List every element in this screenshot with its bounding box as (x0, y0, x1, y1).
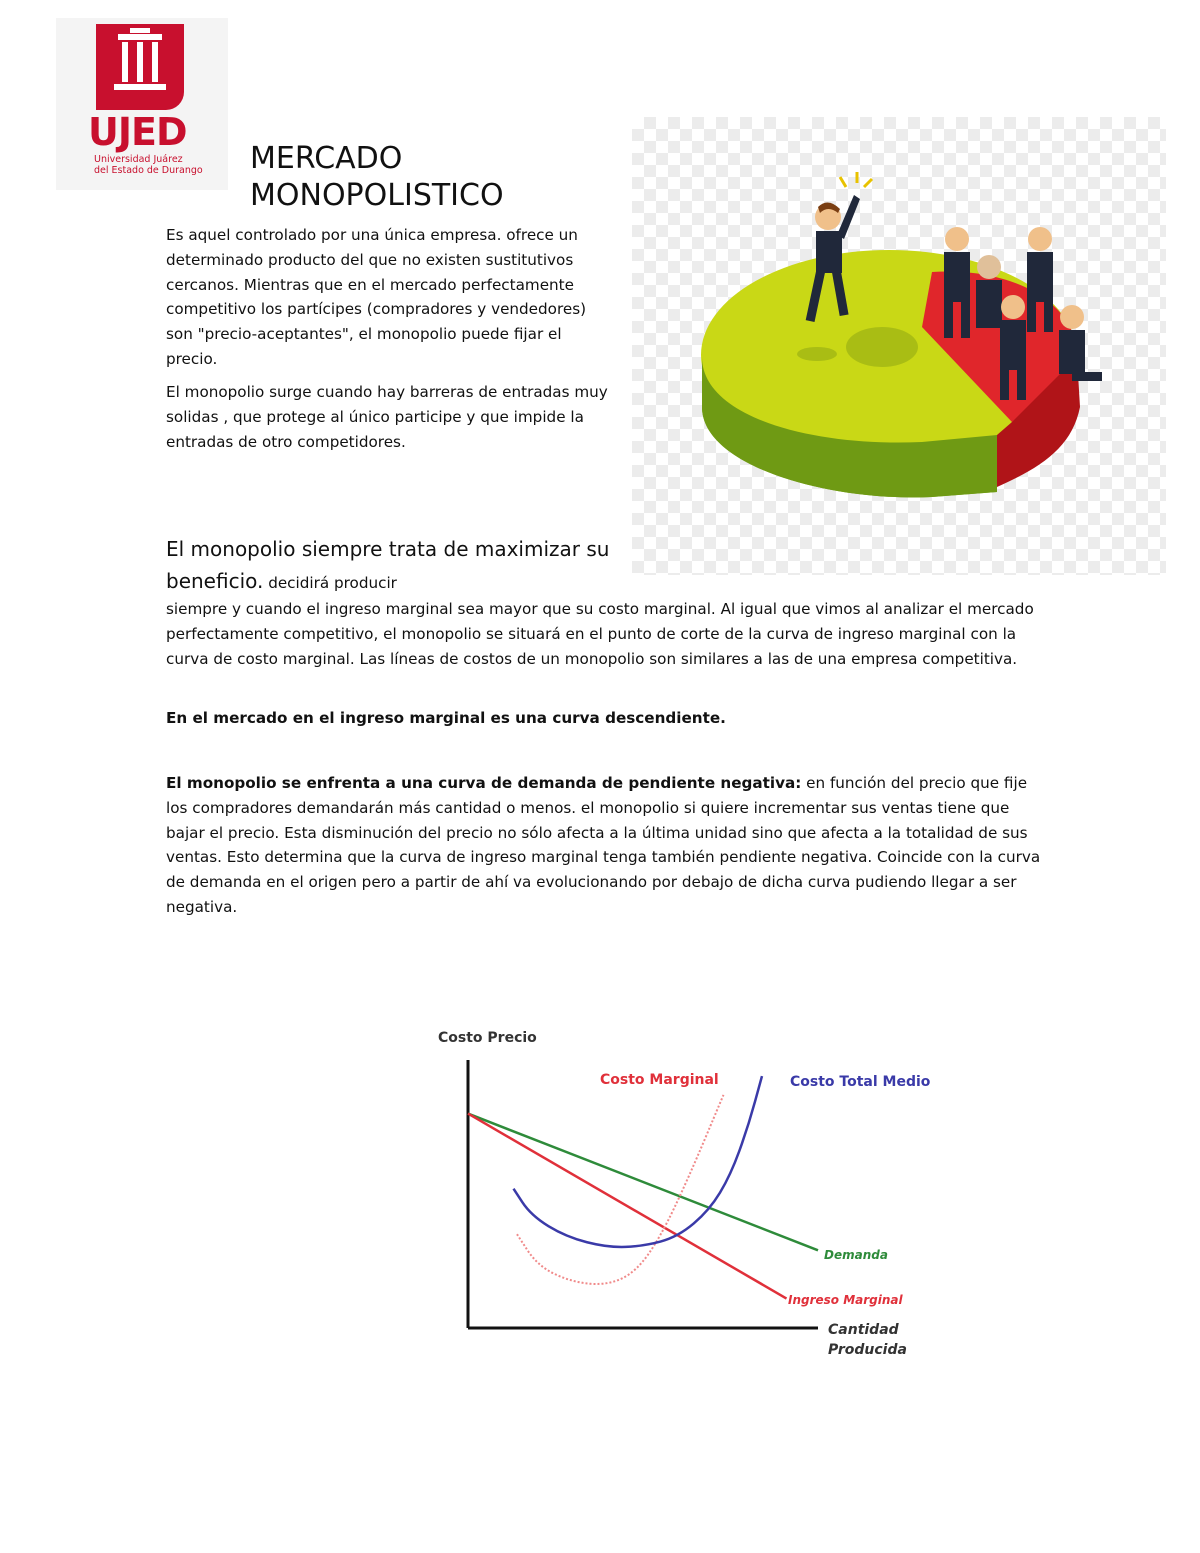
legend-costo-marginal: Costo Marginal (600, 1072, 719, 1088)
page-title (250, 140, 504, 214)
body-paragraph-2 (166, 771, 1046, 920)
x-axis-label-line1: Cantidad (828, 1322, 899, 1338)
body-paragraph-bold: En el mercado en el ingreso marginal es una curva descendiente. (166, 709, 726, 727)
body-paragraph-1: siempre y cuando el ingreso marginal sea mayor que su costo marginal. Al igual que vimos al analizar el mercado perfectamente competitivo, el monopolio se situará en el punto de corte de la curva de ingreso marginal con la curva de costo marginal. Las líneas de costos de un monopolio son similares a las de una empresa competitiva. (166, 600, 1034, 668)
section-heading (166, 533, 636, 599)
body-paragraph-2-rest: en función del precio que fije los compradores demandarán más cantidad o menos. el monopolio si quiere incrementar sus ventas tiene que bajar el precio. Esta disminución del precio no sólo afecta a la última unidad sino que afecta a la totalidad de sus ventas. Esto determina que la curva de ingreso marginal tenga también pendiente negativa. Coincide con la curva de demanda en el origen pero a partir de ahí va evolucionando por debajo de dicha curva pudiendo llegar a ser negativa. (166, 774, 1041, 916)
logo-subtitle (94, 154, 214, 176)
page-title-line2: MONOPOLISTICO (250, 178, 504, 213)
section-heading-rest: decidirá producir (263, 574, 397, 592)
intro-paragraph-1: Es aquel controlado por una única empresa. ofrece un determinado producto del que no existen sustitutivos cercanos. Mientras que en el mercado perfectamente competitivo los partícipes (compradores y vendedores) son "precio-aceptantes", el monopolio puede fijar el precio. (166, 226, 587, 368)
y-axis-label: Costo Precio (438, 1030, 537, 1046)
monopoly-pie-illustration (632, 117, 1166, 575)
body-paragraph-2-lead: El monopolio se enfrenta a una curva de demanda de pendiente negativa: (166, 774, 802, 792)
intro-paragraph-2: El monopolio surge cuando hay barreras de entradas muy solidas , que protege al único participe y que impide la entradas de otro competidores. (166, 383, 608, 451)
series-line-costo-marginal (517, 1095, 724, 1284)
logo-subtitle-line2: del Estado de Durango (94, 165, 203, 176)
legend-demanda: Demanda (824, 1248, 888, 1262)
university-crest-icon (96, 24, 184, 110)
monopoly-cost-chart (420, 1020, 940, 1370)
university-logo (56, 18, 228, 190)
logo-subtitle-line1: Universidad Juárez (94, 154, 183, 165)
series-line-demanda (468, 1114, 818, 1251)
legend-costo-total-medio: Costo Total Medio (790, 1074, 931, 1090)
logo-wordmark: UJED (88, 110, 187, 154)
x-axis-label-line2: Producida (828, 1342, 907, 1358)
legend-ingreso-marginal: Ingreso Marginal (788, 1293, 903, 1307)
section-heading-strong: El monopolio siempre trata de maximizar su beneficio. (166, 537, 610, 593)
page-title-line1: MERCADO (250, 141, 403, 176)
series-line-ingreso-marginal (468, 1114, 787, 1299)
